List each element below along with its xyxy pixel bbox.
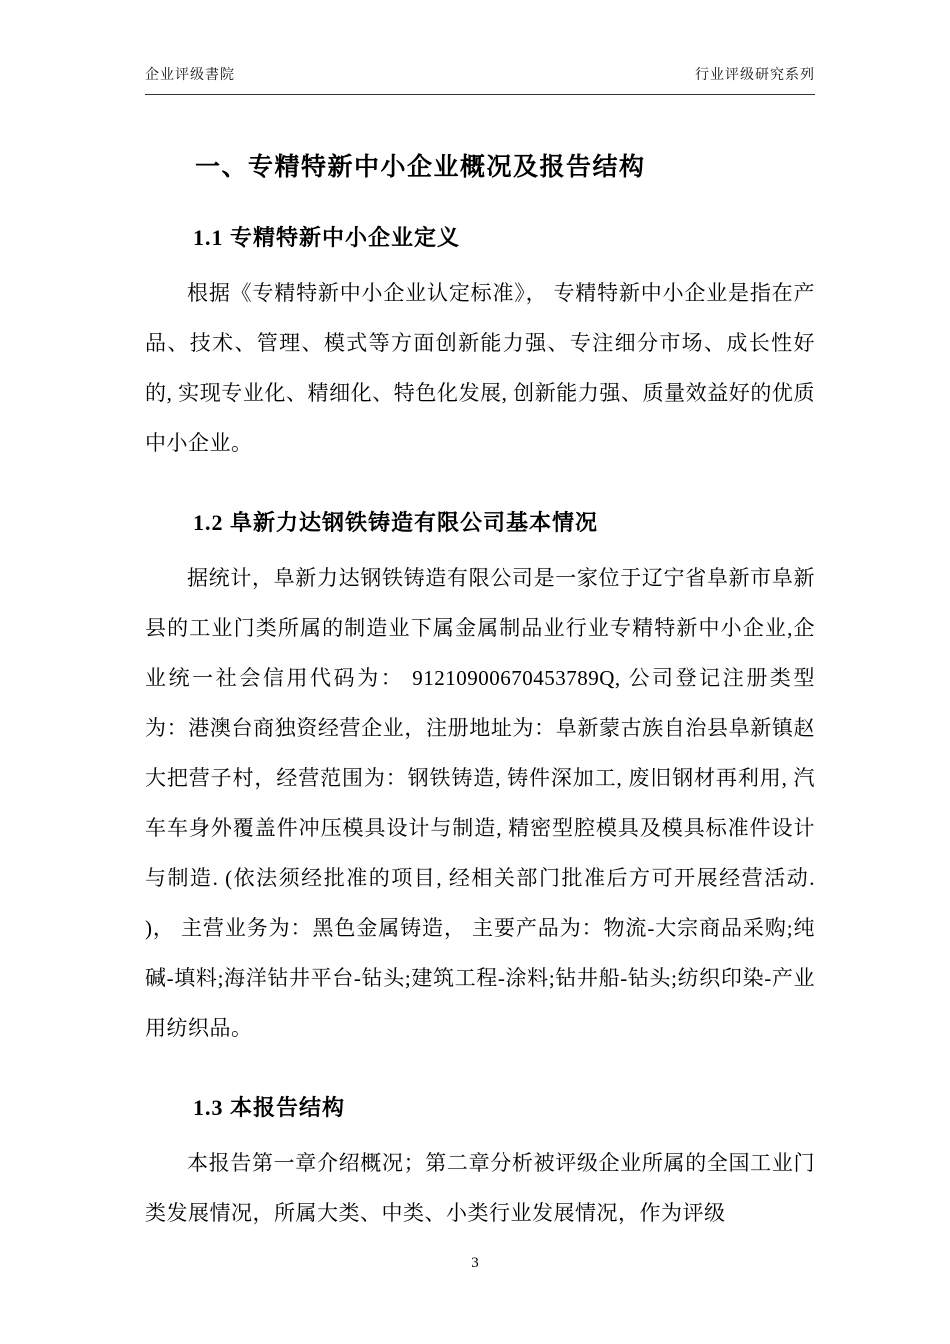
chapter-title: 一、专精特新中小企业概况及报告结构	[195, 154, 646, 181]
section-1-2	[145, 506, 815, 1053]
section-1-3-paragraph: 本报告第一章介绍概况；第二章分析被评级企业所属的全国工业门类发展情况，所属大类、中类、小类行业发展情况，作为评级	[145, 1151, 815, 1225]
document-body	[145, 147, 815, 1238]
section-1-1-heading: 1.1 专精特新中小企业定义	[193, 225, 461, 250]
section-1-2-heading: 1.2 阜新力达钢铁铸造有限公司基本情况	[193, 510, 599, 535]
page-footer	[0, 1255, 950, 1272]
page-number: 3	[471, 1255, 479, 1271]
section-1-1	[145, 221, 815, 468]
section-1-1-paragraph: 根据《专精特新中小企业认定标准》， 专精特新中小企业是指在产品、技术、管理、模式等方面创新能力强、专注细分市场、成长性好的, 实现专业化、精细化、特色化发展, 创新能力强、质量效益好的优质中小企业。	[145, 281, 815, 455]
header-left-text: 企业评级書院	[145, 68, 235, 83]
header-right-text: 行业评级研究系列	[695, 68, 815, 83]
section-1-3-heading: 1.3 本报告结构	[193, 1095, 346, 1120]
section-1-3	[145, 1091, 815, 1238]
page-header	[145, 64, 815, 95]
section-1-2-paragraph: 据统计，阜新力达钢铁铸造有限公司是一家位于辽宁省阜新市阜新县的工业门类所属的制造业下属金属制品业行业专精特新中小企业,企业统一社会信用代码为： 91210900670453789Q, 公司登记注册类型为：港澳台商独资经营企业，注册地址为：阜新蒙古族自治县阜新镇赵大把营子村，经营范围为：钢铁铸造, 铸件深加工, 废旧钢材再利用, 汽车车身外覆盖件冲压模具设计与制造, 精密型腔模具及模具标准件设计与制造. (依法须经批准的项目, 经相关部门批准后方可开展经营活动. )， 主营业务为：黑色金属铸造， 主要产品为：物流-大宗商品采购;纯碱-填料;海洋钻井平台-钻头;建筑工程-涂料;钻井船-钻头;纺织印染-产业用纺织品。	[145, 566, 815, 1040]
